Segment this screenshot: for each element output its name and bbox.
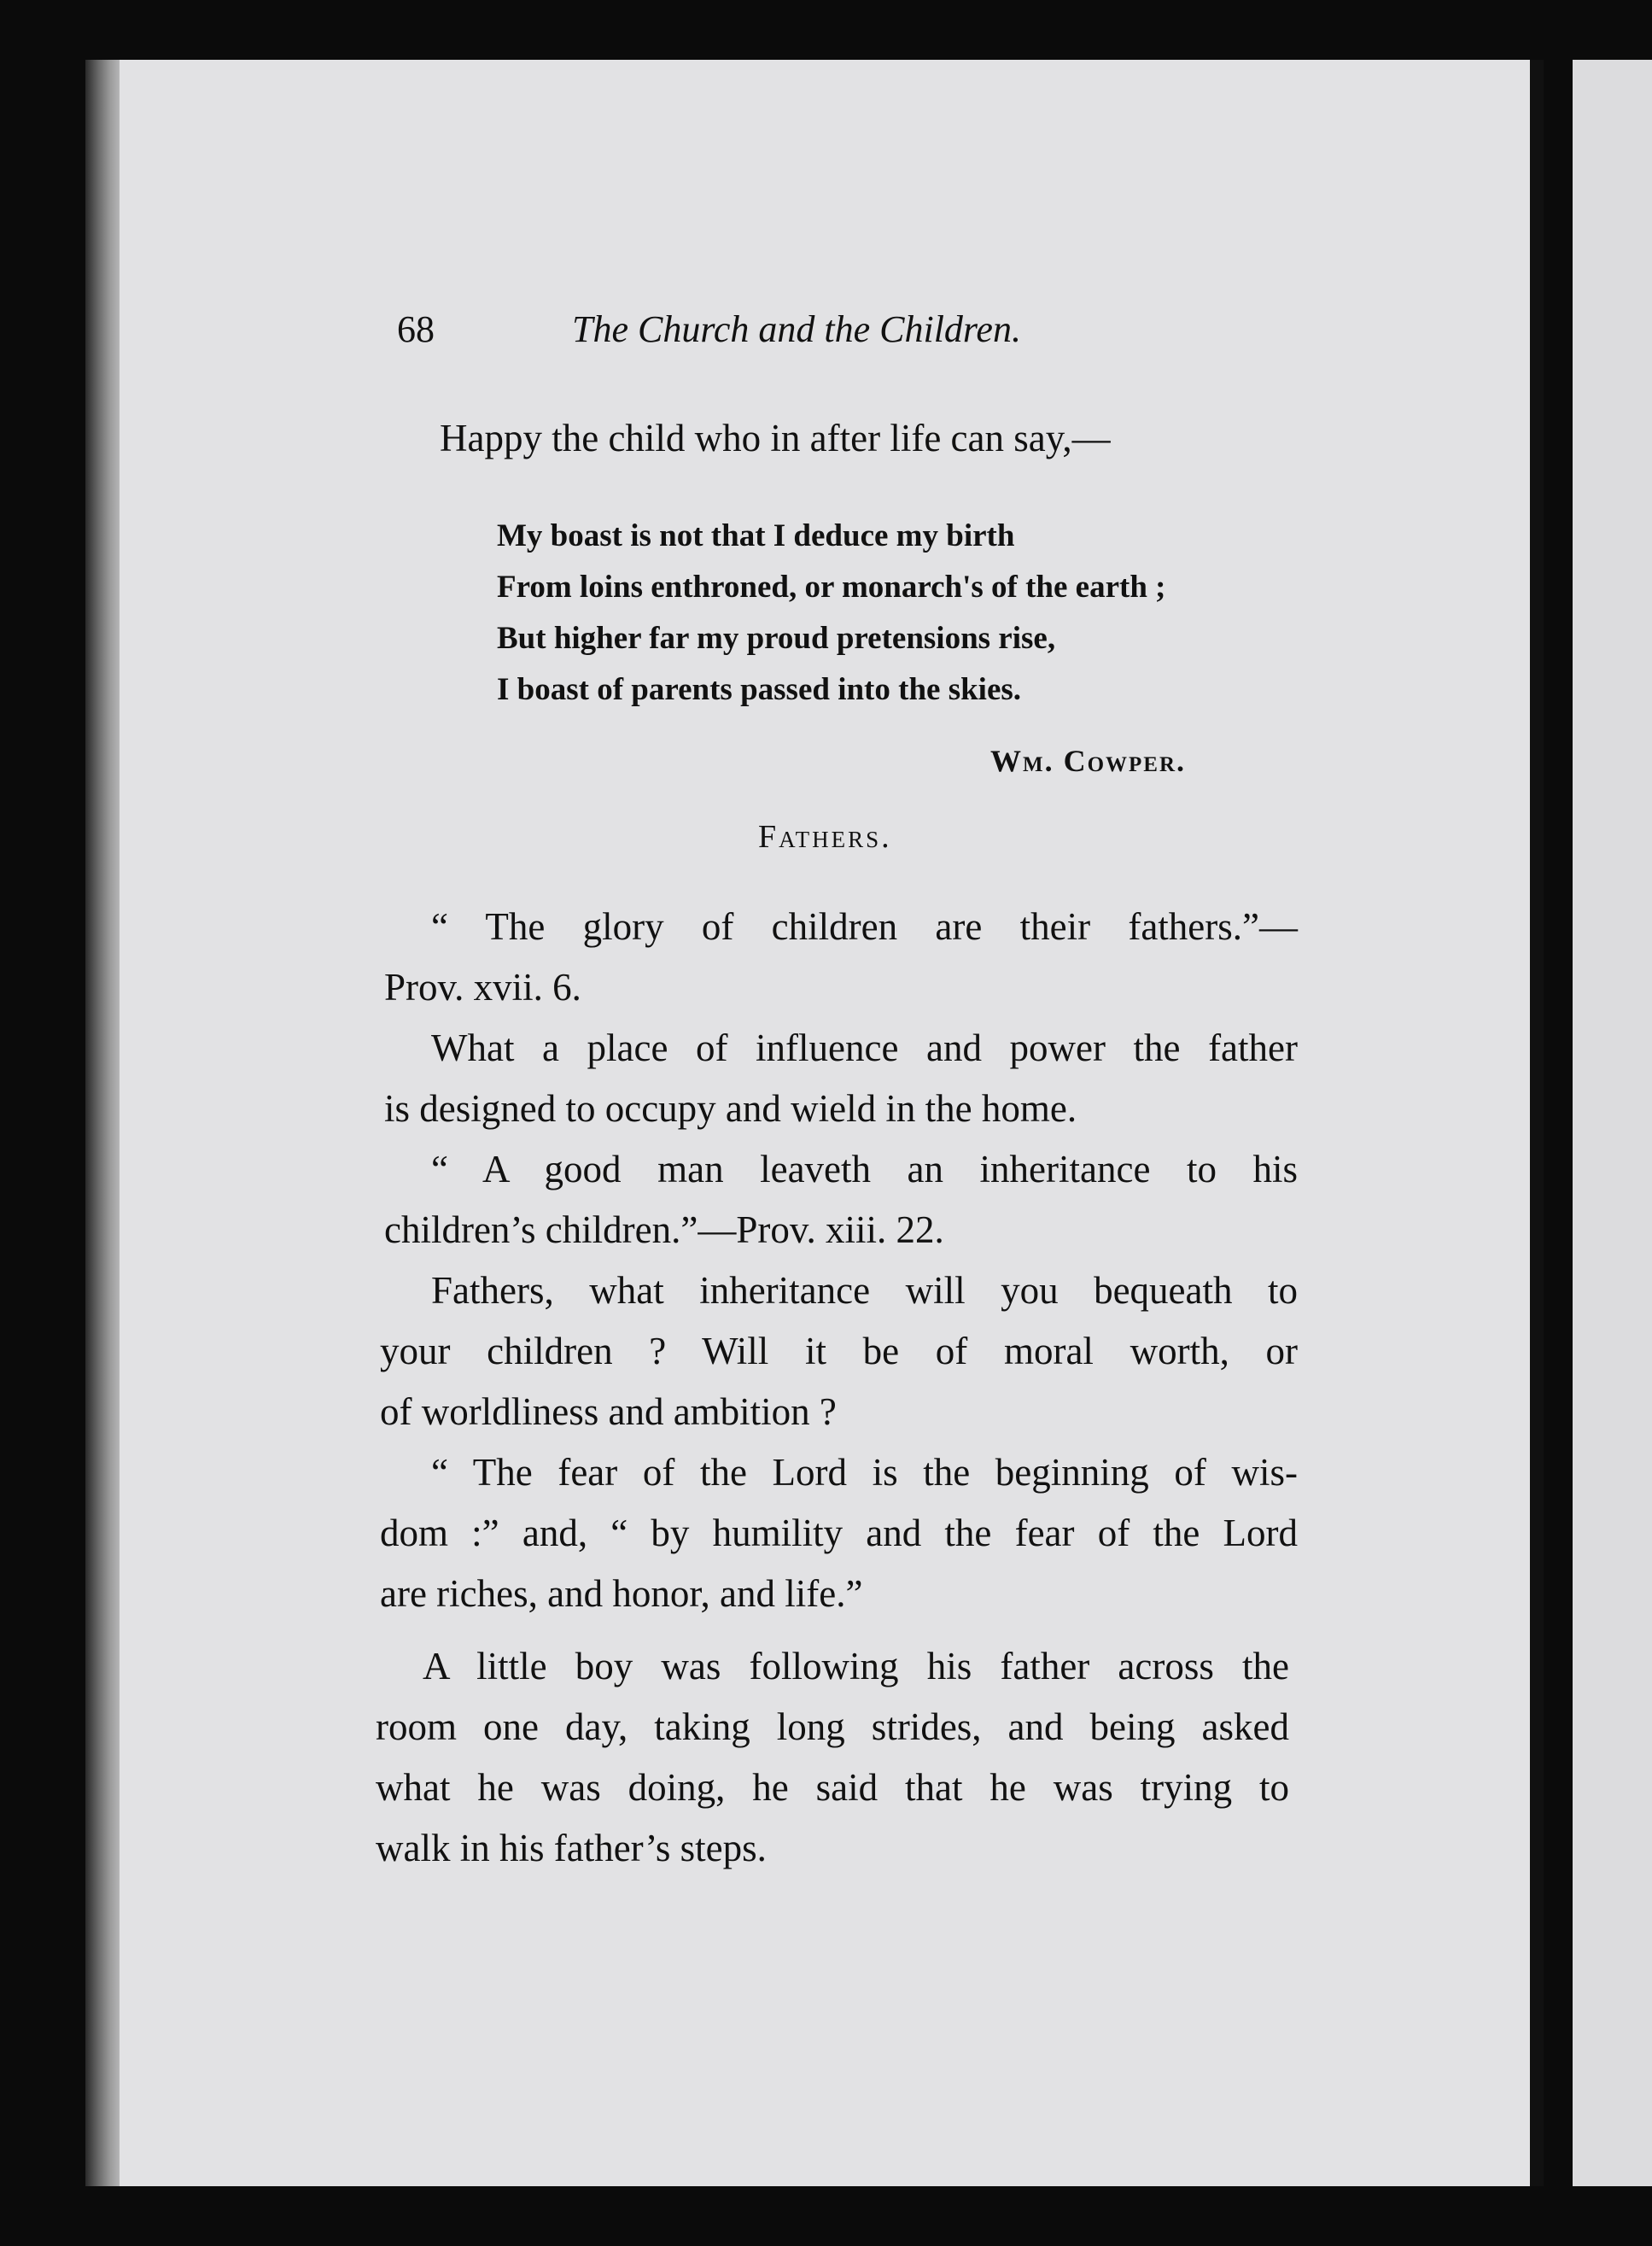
poem-line: I boast of parents passed into the skies. [497,672,1022,707]
paragraph-line: Prov. xvii. 6. [384,966,581,1009]
poem-line: From loins enthroned, or monarch's of the earth ; [497,570,1166,605]
page-header [0,307,1652,367]
paragraph-line: “ The fear of the Lord is the beginning of wis- [431,1451,1298,1494]
intro-line: Happy the child who in after life can say,— [440,417,1111,459]
paragraph-line: are riches, and honor, and life.” [380,1572,863,1615]
paragraph-line: “ The glory of children are their fathers.”— [431,905,1298,948]
page-edge-shadow [1530,60,1544,2186]
paragraph-line: walk in his father’s steps. [376,1827,767,1869]
paragraph-line: dom :” and, “ by humility and the fear of the Lord [380,1512,1298,1554]
paragraph-line: your children ? Will it be of moral worth, or [380,1330,1298,1372]
poem-block [497,511,1265,716]
section-heading: Fathers. [758,819,892,855]
poem-line: But higher far my proud pretensions rise, [497,621,1056,656]
poem-line: My boast is not that I deduce my birth [497,518,1015,553]
paragraph-line: of worldliness and ambition ? [380,1390,837,1433]
paragraph-line: is designed to occupy and wield in the home. [384,1087,1077,1130]
poem-attribution: Wm. Cowper. [990,744,1187,778]
paragraph-line: children’s children.”—Prov. xiii. 22. [384,1208,944,1251]
running-title: The Church and the Children. [572,308,1021,350]
paragraph-line: A little boy was following his father across the [423,1645,1289,1687]
page-number: 68 [397,308,435,350]
paragraph-line: room one day, taking long strides, and being asked [376,1705,1289,1748]
adjacent-page [1573,60,1652,2186]
paragraph-line: Fathers, what inheritance will you bequeath to [431,1269,1298,1312]
paragraph-line: “ A good man leaveth an inheritance to his [431,1148,1298,1190]
paragraph-line: what he was doing, he said that he was trying to [376,1766,1289,1809]
paragraph-line: What a place of influence and power the father [431,1026,1298,1069]
